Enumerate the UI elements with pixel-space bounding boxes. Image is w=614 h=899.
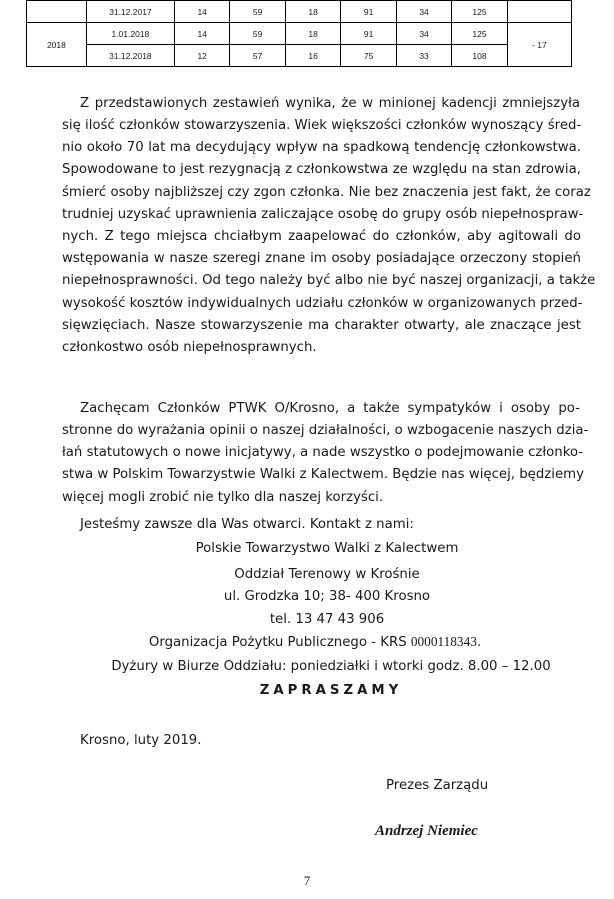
hours-text: Dyżury w Biurze Oddziału: poniedziałki i wtorki godz. 8.00 – 12.00	[111, 659, 551, 674]
text-line: członkostwo osób niepełnosprawnych.	[62, 340, 317, 356]
value-cell: 91	[341, 23, 396, 45]
value-cell: 18	[285, 1, 340, 23]
contact-hours	[24, 659, 614, 674]
value-cell: 14	[174, 1, 229, 23]
opp-suffix: .	[476, 635, 482, 650]
empty-cell	[507, 1, 571, 23]
text-line: Spowodowane to jest rezygnacją z członkowstwa ze względu na stan zdrowia,	[62, 162, 581, 178]
text-line: stronne do wyrażania opinii o naszej działalności, o wzbogacenie naszych dzia-	[62, 423, 589, 438]
text-line: stwa w Polskim Towarzystwie Walki z Kalectwem. Będzie nas więcej, będziemy	[62, 467, 584, 483]
year-cell	[27, 1, 87, 23]
value-cell: 59	[230, 23, 285, 45]
date-cell: 31.12.2018	[86, 45, 174, 67]
text-line: wysokość kosztów indywidualnych udziału członków w organizowanych przed-	[62, 295, 583, 311]
value-cell: 108	[452, 45, 507, 67]
text-line: łań statutowych o nowe inicjatywy, a nade wszystko o podejmowanie członko-	[62, 445, 584, 461]
value-cell: 125	[452, 23, 507, 45]
text-line: Z przedstawionych zestawień wynika, że w minionej kadencji zmniejszyła	[80, 96, 580, 111]
contact-opp	[8, 634, 614, 650]
paragraph-membership-decline-body	[62, 115, 596, 359]
text-line: nio około 70 lat ma decydujący wpływ na spadkową tendencję członkowstwa.	[62, 140, 581, 156]
signer-name: Andrzej Niemiec	[375, 823, 478, 839]
value-cell: 34	[396, 23, 451, 45]
value-cell: 91	[341, 1, 396, 23]
value-cell: 125	[452, 1, 507, 23]
text-line: wstępowania w nasze szeregi znane im osoby posiadające orzeczony stopień	[62, 251, 581, 267]
contact-phone: tel. 13 47 43 906	[269, 612, 385, 627]
membership-table	[26, 0, 572, 67]
value-cell: 59	[230, 1, 285, 23]
invite-heading: ZAPRASZAMY	[259, 683, 403, 698]
contact-intro: Jesteśmy zawsze dla Was otwarci. Kontakt z nami:	[80, 517, 414, 532]
table-row	[27, 1, 572, 23]
text-line: śmierć osoby najbliższej czy zgon członka. Nie bez znaczenia jest fakt, że coraz	[62, 184, 591, 200]
krs-number: 0000118343	[410, 634, 477, 649]
date-place: Krosno, luty 2019.	[80, 733, 202, 748]
date-cell: 31.12.2017	[86, 1, 174, 23]
contact-address: ul. Grodzka 10; 38- 400 Krosno	[223, 589, 431, 604]
value-cell: 12	[174, 45, 229, 67]
contact-branch: Oddział Terenowy w Krośnie	[234, 567, 420, 582]
year-cell: 2018	[27, 23, 87, 67]
value-cell: 18	[285, 23, 340, 45]
value-cell: 14	[174, 23, 229, 45]
text-line: nych. Z tego miejsca chciałbym zaapelować do członków, aby agitowali do	[62, 229, 581, 245]
text-line: sięwzięciach. Nasze stowarzyszenie ma charakter otwarty, ale znaczące jest	[62, 317, 581, 333]
value-cell: 33	[396, 45, 451, 67]
text-line: niepełnosprawności. Od tego należy być albo nie być naszej organizacji, a także	[62, 273, 596, 289]
difference-cell: - 17	[507, 23, 571, 67]
opp-label: Organizacja Pożytku Publicznego - KRS	[148, 635, 411, 650]
table-row	[27, 45, 572, 67]
paragraph-membership-decline	[80, 93, 580, 115]
contact-org: Polskie Towarzystwo Walki z Kalectwem	[195, 541, 459, 556]
page-number: 7	[303, 873, 311, 888]
paragraph-invitation	[80, 398, 580, 420]
value-cell: 16	[285, 45, 340, 67]
text-line: trudniej uzyskać uprawnienia zaliczające osobę do grupy osób niepełnospraw-	[62, 206, 584, 222]
signer-title: Prezes Zarządu	[386, 778, 489, 793]
text-line: więcej mogli zrobić nie tylko dla naszej korzyści.	[62, 489, 384, 505]
date-cell: 1.01.2018	[86, 23, 174, 45]
value-cell: 75	[341, 45, 396, 67]
table-row	[27, 23, 572, 45]
text-line: Zachęcam Członków PTWK O/Krosno, a także sympatyków i osoby po-	[80, 401, 580, 416]
value-cell: 57	[230, 45, 285, 67]
paragraph-invitation-body	[62, 420, 589, 509]
value-cell: 34	[396, 1, 451, 23]
text-line: się ilość członków stowarzyszenia. Wiek większości członków wynoszący śred-	[62, 118, 582, 133]
